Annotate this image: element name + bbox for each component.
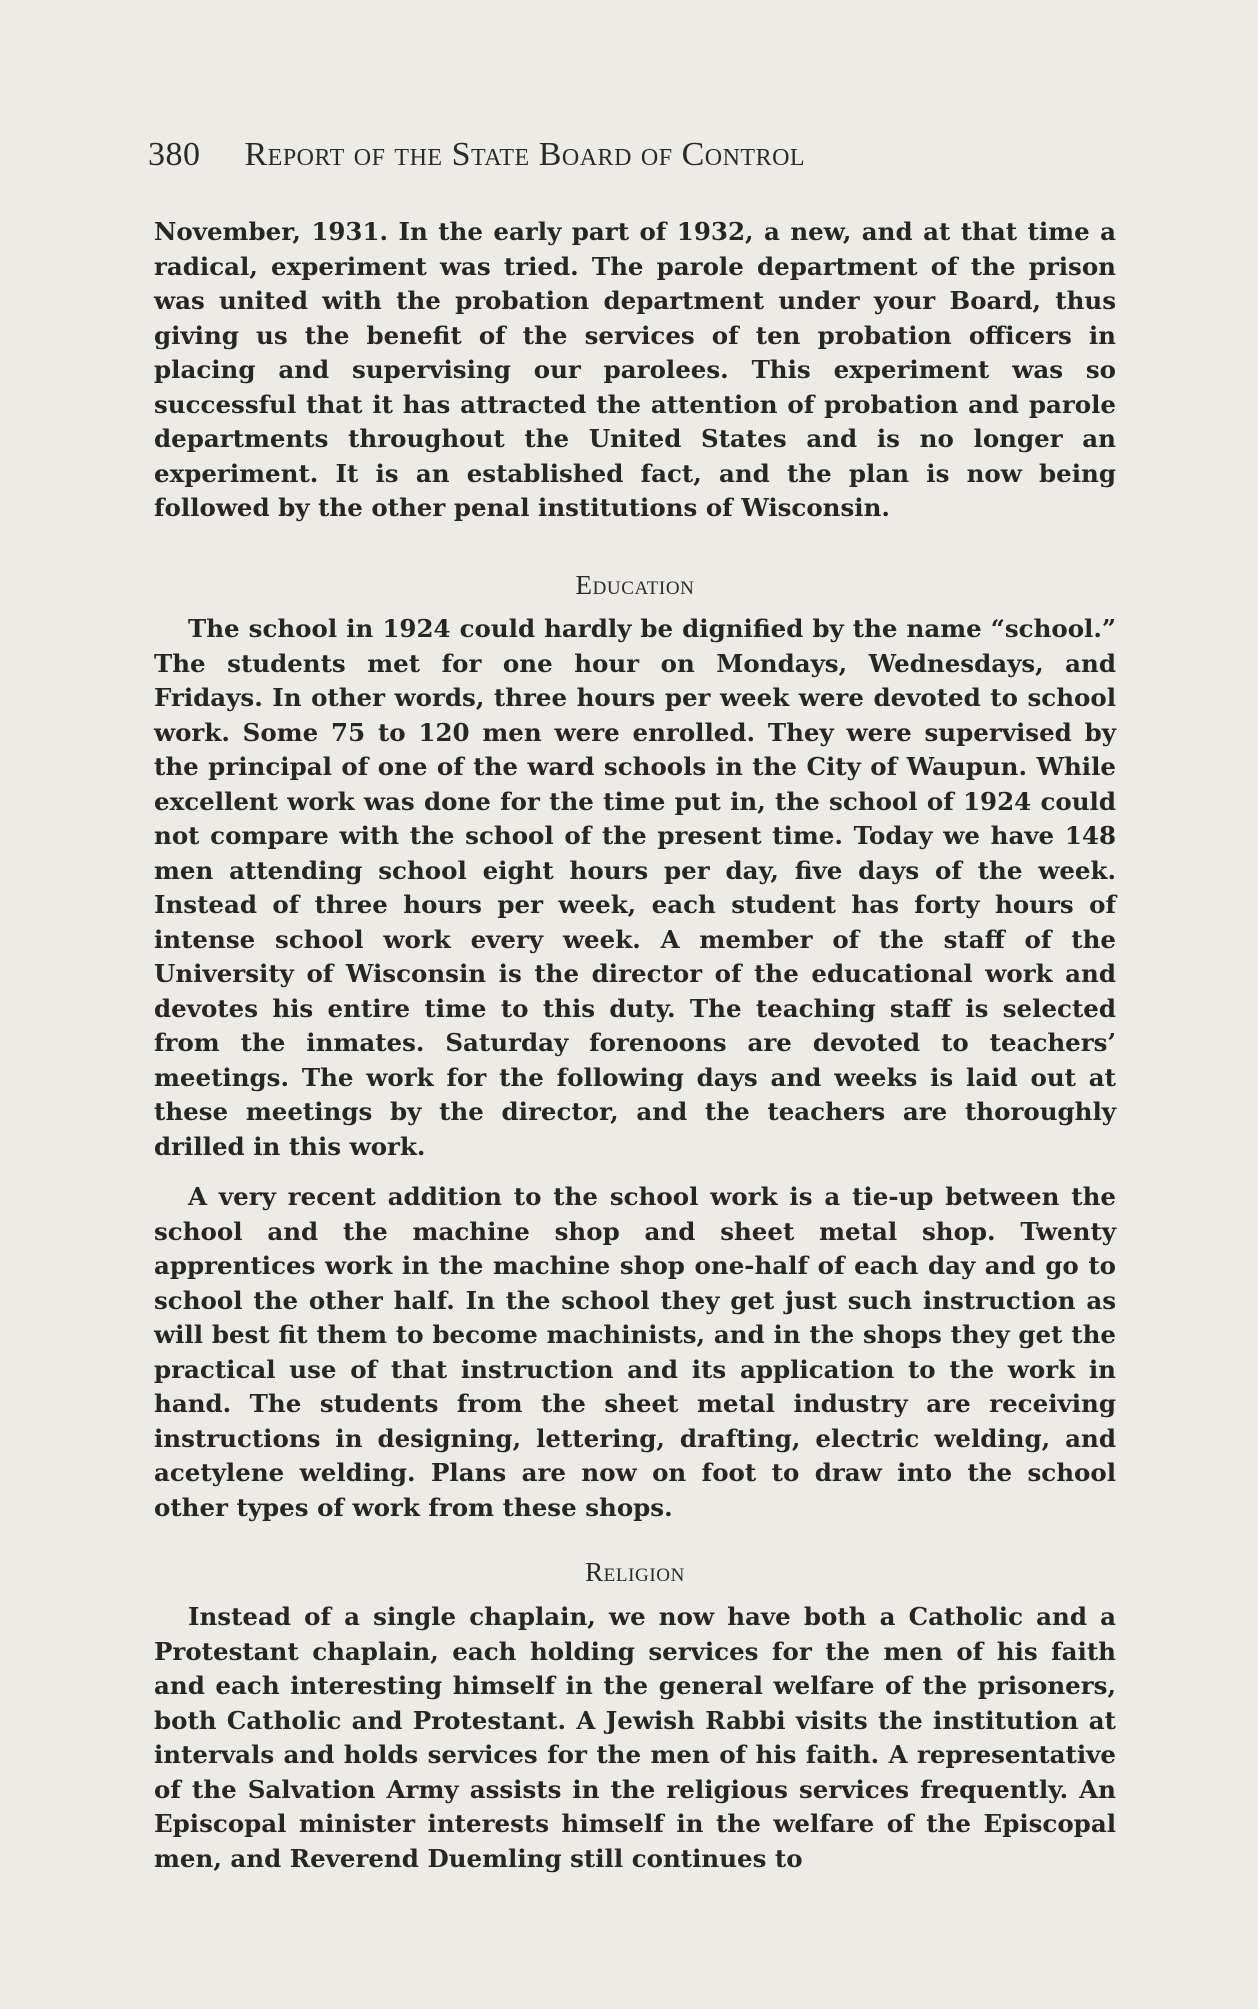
paragraph-education-school: The school in 1924 could hardly be dignified by the name “school.” The students met for one hour on Mondays, Wednesdays, and Fridays. In other words, three hours per week were devoted to school work. Some 75 to 120 men were enrolled. They were supervised by the principal of one of the ward schools in the City of Waupun. While excellent work was done for the time put in, the school of 1924 could not compare with the school of the present time. Today we have 148 men attending school eight hours per day, five days of the week. Instead of three hours per week, each student has forty hours of intense school work every week. A member of the staff of the University of Wisconsin is the director of the educational work and devotes his entire time to this duty. The teaching staff is selected from the inmates. Saturday forenoons are devoted to teachers’ meetings. The work for the following days and weeks is laid out at these meetings by the director, and the teachers are thoroughly drilled in this work.: [154, 614, 1116, 1161]
section-heading-education: Education: [575, 570, 695, 600]
paragraph-parole: November, 1931. In the early part of 1932, a new, and at that time a radical, experiment was tried. The parole department of the prison was united with the probation department under your Board, thus giving us the benefit of the services of ten probation officers in placing and supervising our parolees. This experiment was so successful that it has attracted the attention of probation and parole departments throughout the United States and is no longer an experiment. It is an established fact, and the plan is now being followed by the other penal institutions of Wisconsin.: [154, 217, 1116, 522]
paragraph-religion: Instead of a single chaplain, we now have both a Catholic and a Protestant chaplain, each holding services for the men of his faith and each interesting himself in the general welfare of the prisoners, both Catholic and Protestant. A Jewish Rabbi visits the institution at intervals and holds services for the men of his faith. A representative of the Salvation Army assists in the religious services frequently. An Episcopal minister interests himself in the welfare of the Episcopal men, and Reverend Duemling still continues to: [154, 1602, 1116, 1873]
paragraph-education-shops: A very recent addition to the school work is a tie-up between the school and the machine shop and sheet metal shop. Twenty apprentices work in the machine shop one-half of each day and go to school the other half. In the school they get just such instruction as will best fit them to become machinists, and in the shops they get the practical use of that instruction and its application to the work in hand. The students from the sheet metal industry are receiving instructions in designing, lettering, drafting, electric welding, and acetylene welding. Plans are now on foot to draw into the school other types of work from these shops.: [154, 1182, 1116, 1522]
paragraph-block-3: [154, 1180, 1116, 1525]
section-heading-religion: Religion: [585, 1557, 685, 1587]
paragraph-block-1: [154, 215, 1116, 526]
page-number: 380: [148, 136, 201, 173]
paragraph-block-4: [154, 1600, 1116, 1876]
running-head: [148, 136, 1128, 180]
paragraph-block-2: [154, 612, 1116, 1164]
running-title: Report of the State Board of Control: [244, 136, 806, 173]
